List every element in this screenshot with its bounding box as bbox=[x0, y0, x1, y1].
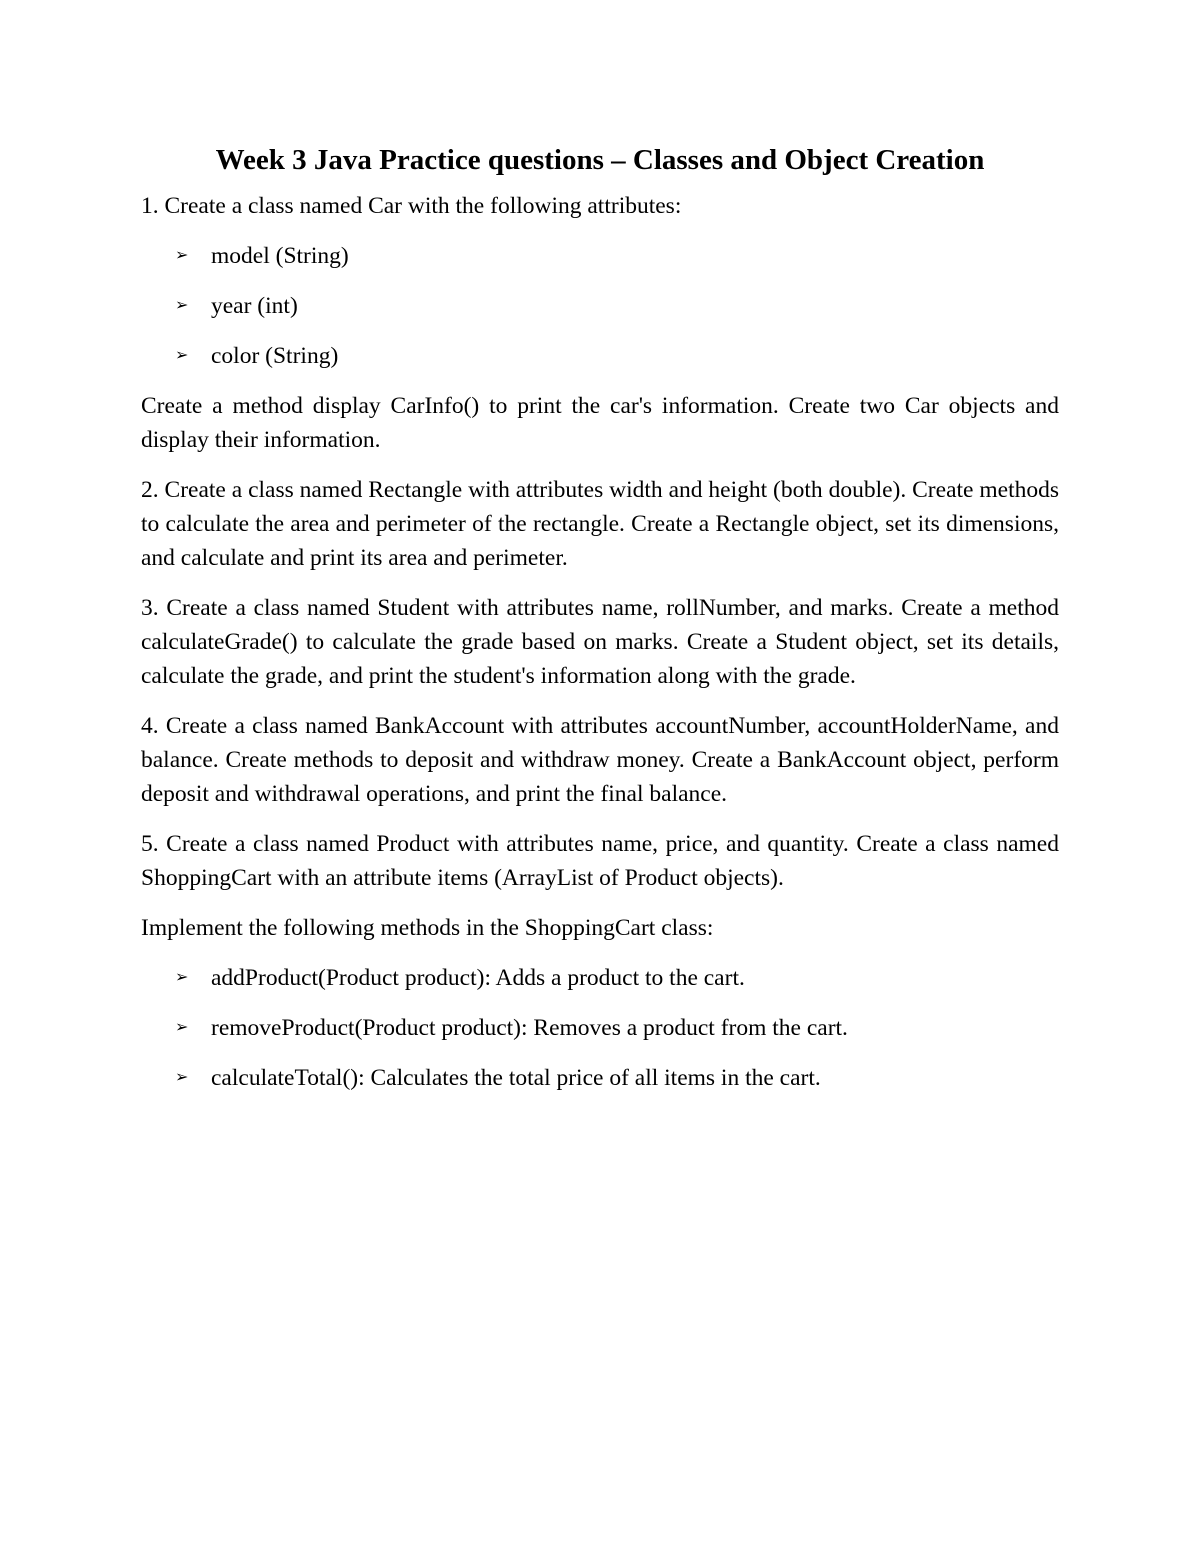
list-item bbox=[141, 239, 1059, 273]
list-item bbox=[141, 339, 1059, 373]
list-item bbox=[141, 289, 1059, 323]
list-item bbox=[141, 961, 1059, 995]
arrow-bullet-icon: ➢ bbox=[175, 347, 189, 364]
list-item-text: removeProduct(Product product): Removes a product from the cart. bbox=[211, 1015, 848, 1041]
document-title: Week 3 Java Practice questions – Classes and Object Creation bbox=[215, 144, 985, 176]
arrow-bullet-icon: ➢ bbox=[175, 247, 189, 264]
arrow-bullet-icon: ➢ bbox=[175, 969, 189, 986]
list-item-text: model (String) bbox=[211, 243, 349, 269]
question-4: 4. Create a class named BankAccount with attributes accountNumber, accountHolderName, and balance. Create methods to deposit and withdraw money. Create a BankAccount object, perform deposit and withdrawal operations, and print the final balance. bbox=[141, 713, 1059, 807]
list-item-text: color (String) bbox=[211, 343, 339, 369]
question-1-text: Create a method display CarInfo() to print the car's information. Create two Car objects and display their information. bbox=[141, 393, 1059, 453]
question-5-method-list bbox=[141, 961, 1059, 1095]
arrow-bullet-icon: ➢ bbox=[175, 1069, 189, 1086]
arrow-bullet-icon: ➢ bbox=[175, 297, 189, 314]
list-item-text: calculateTotal(): Calculates the total price of all items in the cart. bbox=[211, 1065, 821, 1091]
list-item-text: addProduct(Product product): Adds a product to the cart. bbox=[211, 965, 745, 991]
question-3: 3. Create a class named Student with attributes name, rollNumber, and marks. Create a method calculateGrade() to calculate the grade based on marks. Create a Student object, set its details, calculate the grade, and print the student's information along with the grade. bbox=[141, 595, 1059, 689]
question-1-intro: 1. Create a class named Car with the following attributes: bbox=[141, 193, 682, 219]
question-5-methods-intro: Implement the following methods in the ShoppingCart class: bbox=[141, 915, 714, 941]
question-1-attribute-list bbox=[141, 239, 1059, 373]
list-item-text: year (int) bbox=[211, 293, 298, 319]
list-item bbox=[141, 1061, 1059, 1095]
question-2: 2. Create a class named Rectangle with attributes width and height (both double). Create methods to calculate the area and perimeter of the rectangle. Create a Rectangle object, set its dimensions, and calculate and print its area and perimeter. bbox=[141, 477, 1059, 571]
arrow-bullet-icon: ➢ bbox=[175, 1019, 189, 1036]
list-item bbox=[141, 1011, 1059, 1045]
question-5-intro: 5. Create a class named Product with attributes name, price, and quantity. Create a class named ShoppingCart with an attribute items (ArrayList of Product objects). bbox=[141, 831, 1059, 891]
